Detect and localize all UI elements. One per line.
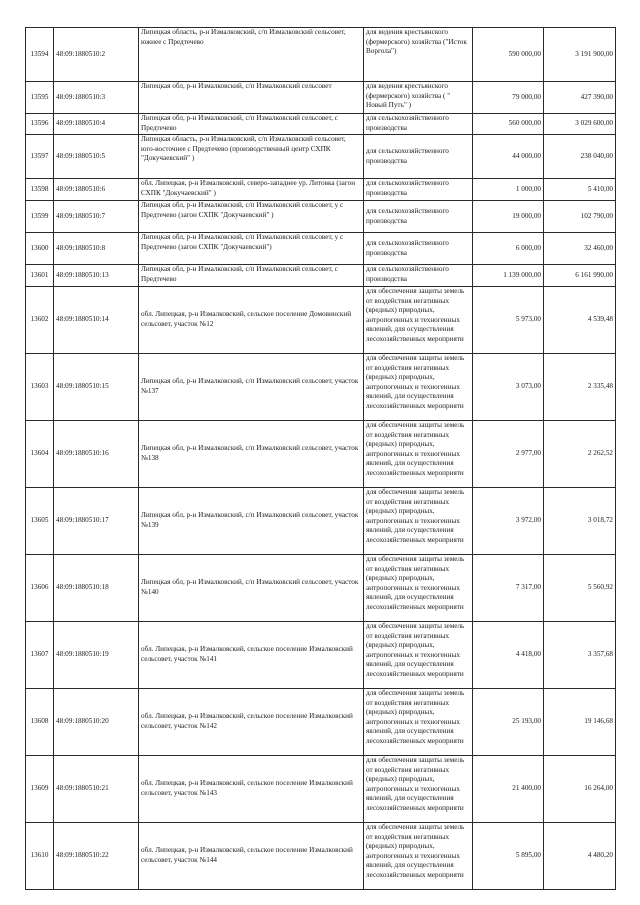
table-row bbox=[26, 28, 616, 82]
cadastral-value: 32 460,00 bbox=[544, 233, 616, 265]
row-number: 13607 bbox=[26, 622, 54, 689]
parcel-area: 4 418,00 bbox=[473, 622, 544, 689]
cadastral-value: 3 357,68 bbox=[544, 622, 616, 689]
table-row bbox=[26, 354, 616, 421]
cadastral-number: 48:09:1880510:21 bbox=[54, 756, 139, 823]
land-register-table bbox=[25, 27, 616, 890]
permitted-use: для сельскохозяйственного производства bbox=[364, 265, 473, 287]
permitted-use: для сельскохозяйственного производства bbox=[364, 201, 473, 233]
table-row bbox=[26, 622, 616, 689]
cadastral-value: 4 539,48 bbox=[544, 287, 616, 354]
parcel-area: 1 000,00 bbox=[473, 179, 544, 201]
cadastral-value: 2 262,52 bbox=[544, 421, 616, 488]
parcel-address: Липецкая обл, р-н Измалковский, с/п Измалковский сельсовет, участок №137 bbox=[139, 354, 364, 421]
row-number: 13598 bbox=[26, 179, 54, 201]
cadastral-number: 48:09:1880510:3 bbox=[54, 82, 139, 114]
parcel-address: Липецкая обл, р-н Измалковский, с/п Измалковский сельсовет, участок №139 bbox=[139, 488, 364, 555]
permitted-use: для обеспечения защиты земель от воздействия негативных (вредных) природных, антропогенных и техногенных явлений, для осуществления лесохозяйственных мероприяти bbox=[364, 287, 473, 354]
cadastral-value: 3 029 600,00 bbox=[544, 114, 616, 135]
row-number: 13604 bbox=[26, 421, 54, 488]
cadastral-number: 48:09:1880510:14 bbox=[54, 287, 139, 354]
cadastral-value: 2 335,48 bbox=[544, 354, 616, 421]
parcel-address: обл. Липецкая, р-н Измалковский, северо-западнее ур. Литовка (загон СХПК "Докучаевский" ) bbox=[139, 179, 364, 201]
parcel-area: 1 139 000,00 bbox=[473, 265, 544, 287]
cadastral-value: 3 191 900,00 bbox=[544, 28, 616, 82]
row-number: 13596 bbox=[26, 114, 54, 135]
cadastral-number: 48:09:1880510:7 bbox=[54, 201, 139, 233]
permitted-use: для обеспечения защиты земель от воздействия негативных (вредных) природных, антропогенных и техногенных явлений, для осуществления лесохозяйственных мероприяти bbox=[364, 555, 473, 622]
table-row bbox=[26, 114, 616, 135]
parcel-area: 2 977,00 bbox=[473, 421, 544, 488]
permitted-use: для обеспечения защиты земель от воздействия негативных (вредных) природных, антропогенных и техногенных явлений, для осуществления лесохозяйственных мероприяти bbox=[364, 488, 473, 555]
row-number: 13608 bbox=[26, 689, 54, 756]
row-number: 13602 bbox=[26, 287, 54, 354]
parcel-address: Липецкая обл, р-н Измалковский, с/п Измалковский сельсовет, с Предтечево bbox=[139, 114, 364, 135]
cadastral-value: 5 410,00 bbox=[544, 179, 616, 201]
parcel-address: обл. Липецкая, р-н Измалковский, сельское поселение Измалковский сельсовет, участок №141 bbox=[139, 622, 364, 689]
permitted-use: для сельскохозяйственного производства bbox=[364, 179, 473, 201]
cadastral-number: 48:09:1880510:4 bbox=[54, 114, 139, 135]
table-body bbox=[26, 28, 616, 890]
table-row bbox=[26, 135, 616, 179]
parcel-address: обл. Липецкая, р-н Измалковский, сельское поселение Измалковский сельсовет, участок №143 bbox=[139, 756, 364, 823]
parcel-area: 19 000,00 bbox=[473, 201, 544, 233]
table-row bbox=[26, 201, 616, 233]
parcel-address: Липецкая обл, р-н Измалковский, с/п Измалковский сельсовет, участок №138 bbox=[139, 421, 364, 488]
parcel-address: Липецкая обл, р-н Измалковский, с/п Измалковский сельсовет, у с Предтечево (загон СХПК "Докучаевский" ) bbox=[139, 201, 364, 233]
cadastral-number: 48:09:1880510:8 bbox=[54, 233, 139, 265]
cadastral-number: 48:09:1880510:22 bbox=[54, 823, 139, 890]
row-number: 13606 bbox=[26, 555, 54, 622]
cadastral-number: 48:09:1880510:6 bbox=[54, 179, 139, 201]
parcel-area: 5 895,00 bbox=[473, 823, 544, 890]
row-number: 13600 bbox=[26, 233, 54, 265]
cadastral-number: 48:09:1880510:19 bbox=[54, 622, 139, 689]
parcel-area: 3 073,00 bbox=[473, 354, 544, 421]
table-row bbox=[26, 488, 616, 555]
row-number: 13601 bbox=[26, 265, 54, 287]
cadastral-number: 48:09:1880510:17 bbox=[54, 488, 139, 555]
parcel-area: 590 000,00 bbox=[473, 28, 544, 82]
row-number: 13609 bbox=[26, 756, 54, 823]
parcel-address: Липецкая область, р-н Измалковский, с/п Измалковский сельсовет, южнее с Предтечево bbox=[139, 28, 364, 82]
parcel-area: 25 193,00 bbox=[473, 689, 544, 756]
parcel-address: Липецкая обл, р-н Измалковский, с/п Измалковский сельсовет, у с Предтечево (загон СХПК "Докучаевский") bbox=[139, 233, 364, 265]
permitted-use: для обеспечения защиты земель от воздействия негативных (вредных) природных, антропогенных и техногенных явлений, для осуществления лесохозяйственных мероприяти bbox=[364, 354, 473, 421]
parcel-area: 79 000,00 bbox=[473, 82, 544, 114]
parcel-area: 560 000,00 bbox=[473, 114, 544, 135]
parcel-area: 3 972,00 bbox=[473, 488, 544, 555]
permitted-use: для сельскохозяйственного производства bbox=[364, 135, 473, 179]
permitted-use: для сельскохозяйственного производства bbox=[364, 114, 473, 135]
parcel-area: 6 000,00 bbox=[473, 233, 544, 265]
cadastral-number: 48:09:1880510:15 bbox=[54, 354, 139, 421]
permitted-use: для ведения крестьянского (фермерского) хозяйства ( " Новый Путь" ) bbox=[364, 82, 473, 114]
parcel-address: обл. Липецкая, р-н Измалковский, сельское поселение Измалковский сельсовет, участок №142 bbox=[139, 689, 364, 756]
parcel-address: обл. Липецкая, р-н Измалковский, сельское поселение Измалковский сельсовет, участок №144 bbox=[139, 823, 364, 890]
row-number: 13599 bbox=[26, 201, 54, 233]
permitted-use: для обеспечения защиты земель от воздействия негативных (вредных) природных, антропогенных и техногенных явлений, для осуществления лесохозяйственных мероприяти bbox=[364, 823, 473, 890]
cadastral-number: 48:09:1880510:2 bbox=[54, 28, 139, 82]
parcel-address: обл. Липецкая, р-н Измалковский, сельское поселение Домовинский сельсовет, участок №12 bbox=[139, 287, 364, 354]
parcel-area: 5 973,00 bbox=[473, 287, 544, 354]
row-number: 13595 bbox=[26, 82, 54, 114]
permitted-use: для обеспечения защиты земель от воздействия негативных (вредных) природных, антропогенных и техногенных явлений, для осуществления лесохозяйственных мероприяти bbox=[364, 622, 473, 689]
permitted-use: для обеспечения защиты земель от воздействия негативных (вредных) природных, антропогенных и техногенных явлений, для осуществления лесохозяйственных мероприяти bbox=[364, 689, 473, 756]
cadastral-value: 3 018,72 bbox=[544, 488, 616, 555]
permitted-use: для обеспечения защиты земель от воздействия негативных (вредных) природных, антропогенных и техногенных явлений, для осуществления лесохозяйственных мероприяти bbox=[364, 421, 473, 488]
permitted-use: для ведения крестьянского (фермерского) хозяйства ("Исток Воргола") bbox=[364, 28, 473, 82]
cadastral-number: 48:09:1880510:18 bbox=[54, 555, 139, 622]
row-number: 13610 bbox=[26, 823, 54, 890]
cadastral-number: 48:09:1880510:5 bbox=[54, 135, 139, 179]
parcel-address: Липецкая область, р-н Измалковский, с/п Измалковский сельсовет, юго-восточнее с Предтечево (производственный центр СХПК "Докучаевский" ) bbox=[139, 135, 364, 179]
parcel-address: Липецкая обл, р-н Измалковский, с/п Измалковский сельсовет, с Предтечево bbox=[139, 265, 364, 287]
table-row bbox=[26, 555, 616, 622]
row-number: 13597 bbox=[26, 135, 54, 179]
parcel-area: 44 000,00 bbox=[473, 135, 544, 179]
cadastral-value: 16 264,00 bbox=[544, 756, 616, 823]
permitted-use: для обеспечения защиты земель от воздействия негативных (вредных) природных, антропогенных и техногенных явлений, для осуществления лесохозяйственных мероприяти bbox=[364, 756, 473, 823]
cadastral-value: 4 480,20 bbox=[544, 823, 616, 890]
row-number: 13603 bbox=[26, 354, 54, 421]
parcel-address: Липецкая обл, р-н Измалковский, с/п Измалковский сельсовет, участок №140 bbox=[139, 555, 364, 622]
row-number: 13605 bbox=[26, 488, 54, 555]
cadastral-value: 6 161 990,00 bbox=[544, 265, 616, 287]
cadastral-number: 48:09:1880510:20 bbox=[54, 689, 139, 756]
row-number: 13594 bbox=[26, 28, 54, 82]
table-row bbox=[26, 265, 616, 287]
cadastral-number: 48:09:1880510:13 bbox=[54, 265, 139, 287]
parcel-area: 7 317,00 bbox=[473, 555, 544, 622]
cadastral-value: 5 560,92 bbox=[544, 555, 616, 622]
table-row bbox=[26, 82, 616, 114]
parcel-address: Липецкая обл, р-н Измалковский, с/п Измалковский сельсовет bbox=[139, 82, 364, 114]
table-row bbox=[26, 421, 616, 488]
cadastral-value: 238 040,00 bbox=[544, 135, 616, 179]
permitted-use: для сельскохозяйственного производства bbox=[364, 233, 473, 265]
table-row bbox=[26, 689, 616, 756]
cadastral-number: 48:09:1880510:16 bbox=[54, 421, 139, 488]
cadastral-value: 19 146,68 bbox=[544, 689, 616, 756]
cadastral-value: 427 390,00 bbox=[544, 82, 616, 114]
cadastral-value: 102 790,00 bbox=[544, 201, 616, 233]
table-row bbox=[26, 233, 616, 265]
table-row bbox=[26, 756, 616, 823]
table-row bbox=[26, 823, 616, 890]
table-row bbox=[26, 179, 616, 201]
table-row bbox=[26, 287, 616, 354]
parcel-area: 21 400,00 bbox=[473, 756, 544, 823]
